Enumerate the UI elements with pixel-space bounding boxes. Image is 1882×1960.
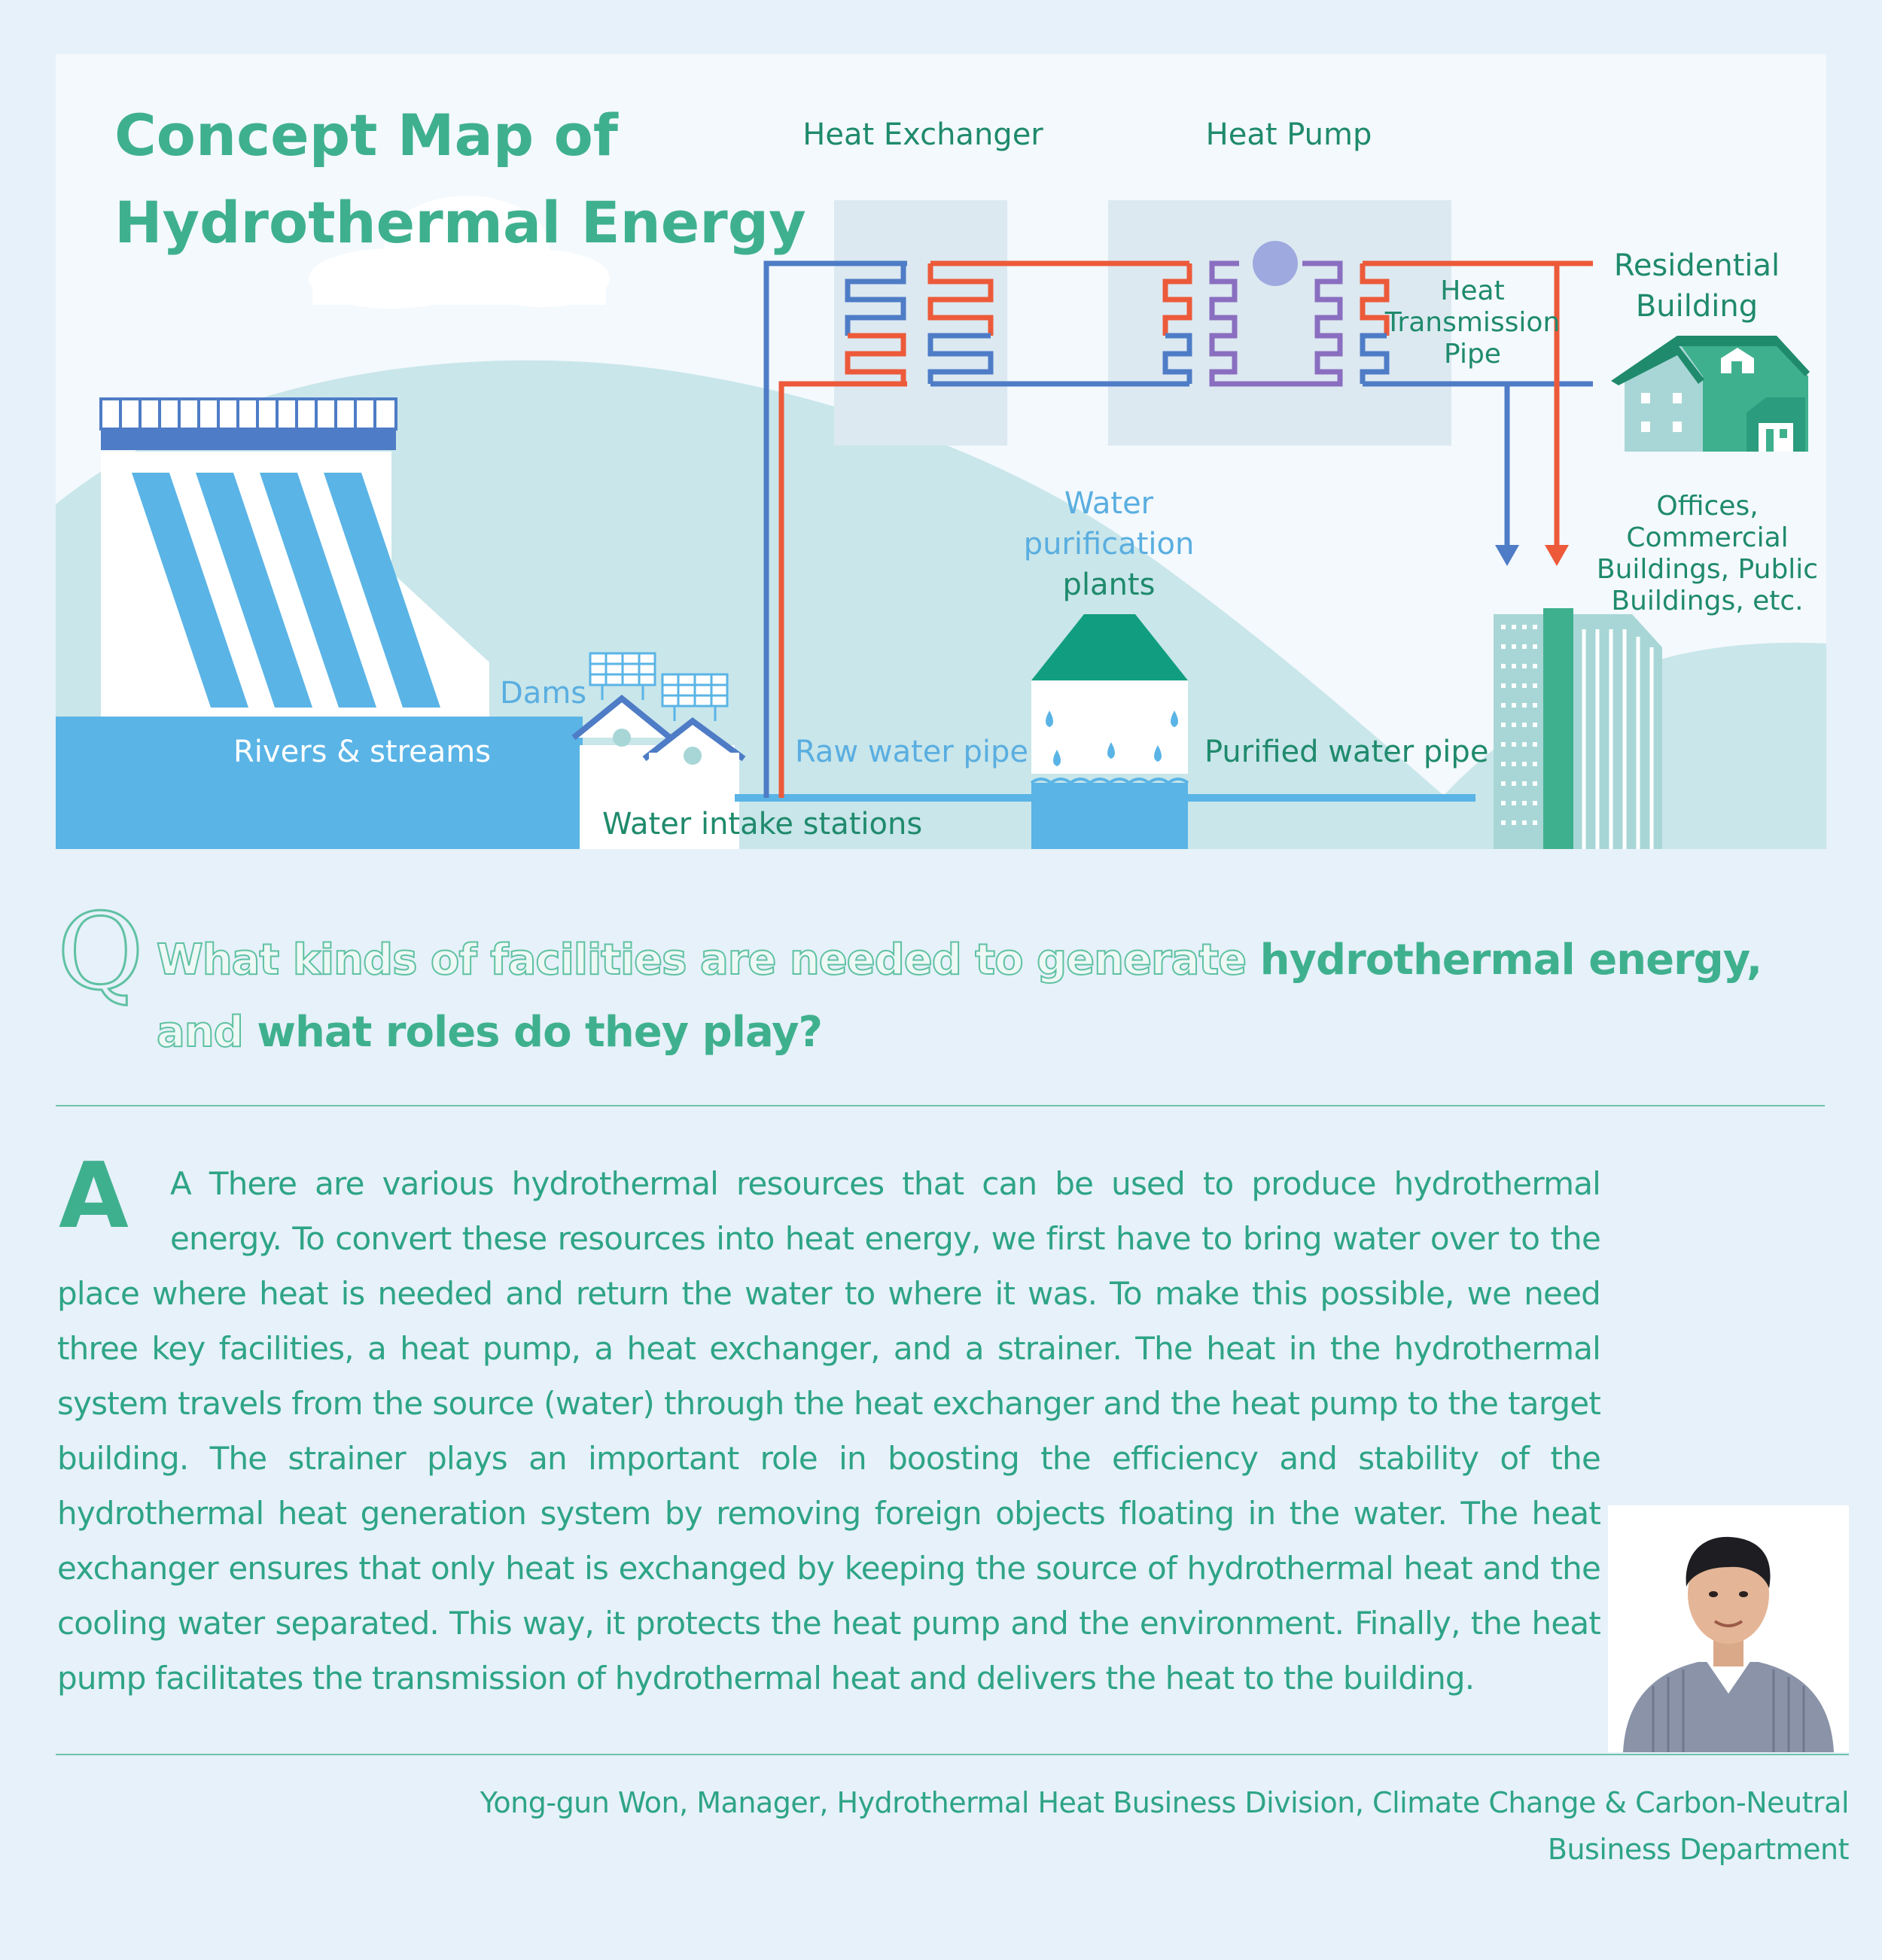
label-raw-pipe: Raw water pipe bbox=[795, 735, 1029, 769]
author-portrait bbox=[1608, 1505, 1849, 1752]
label-offices-line1: Offices, bbox=[1656, 491, 1759, 522]
label-residential-line1: Residential bbox=[1613, 248, 1780, 283]
label-water-line1: Water bbox=[1064, 486, 1154, 521]
label-offices-line3: Buildings, Public bbox=[1596, 554, 1819, 585]
label-offices-line2: Commercial bbox=[1626, 522, 1789, 553]
office-buildings-icon bbox=[1494, 608, 1662, 849]
question-part2: hydrothermal energy, bbox=[1259, 936, 1762, 985]
label-water-line2: purification bbox=[1023, 527, 1195, 562]
label-residential-line2: Building bbox=[1635, 289, 1759, 324]
compressor-icon bbox=[1253, 241, 1298, 286]
answer-text: A There are various hydrothermal resources that can be used to produce hydrothermal energy. To convert these resources into heat energy, we first have to bring water over to the place where heat is needed and return the water to where it was. To make this possible, we need three key facilities, a heat pump, a heat exchanger, and a strainer. The heat in the hydrothermal system travels from the source (water) through the heat exchanger and the heat pump to the target building. The strainer plays an important role in boosting the efficiency and stability of the hydrothermal heat generation system by removing foreign objects floating in the water. The heat exchanger ensures that only heat is exchanged by keeping the source of hydrothermal heat and the cooling water separated. This way, it protects the heat pump and the environment. Finally, the heat pump facilitates the transmission of hydrothermal heat and delivers the heat to the building. bbox=[57, 1165, 1600, 1697]
label-pipe-line1: Heat bbox=[1440, 275, 1505, 306]
label-heat-exchanger: Heat Exchanger bbox=[802, 117, 1043, 152]
label-rivers: Rivers & streams bbox=[233, 735, 492, 769]
question-text bbox=[157, 924, 1843, 1069]
label-offices-line4: Buildings, etc. bbox=[1611, 586, 1804, 616]
diagram-title-line2: Hydrothermal Energy bbox=[114, 189, 806, 256]
author-credit: Yong-gun Won, Manager, Hydrothermal Heat Business Division, Climate Change & Carbon-Neutral Business Department bbox=[480, 1786, 1849, 1866]
drop-cap-space bbox=[57, 1156, 170, 1262]
label-purified-pipe: Purified water pipe bbox=[1204, 735, 1489, 769]
answer-letter: A bbox=[59, 1144, 129, 1249]
label-pipe-line2: Transmission bbox=[1384, 307, 1561, 338]
label-pipe-line3: Pipe bbox=[1444, 339, 1501, 370]
label-heat-pump: Heat Pump bbox=[1205, 117, 1372, 152]
diagram-title-line1: Concept Map of bbox=[114, 102, 618, 169]
answer-paragraph bbox=[57, 1156, 1826, 1788]
divider-top bbox=[56, 1105, 1825, 1106]
label-water-line3: plants bbox=[1062, 568, 1156, 602]
hydrothermal-concept-map bbox=[0, 0, 1882, 858]
heat-exchanger-box bbox=[834, 200, 1007, 446]
divider-bottom bbox=[56, 1754, 1849, 1755]
label-intake: Water intake stations bbox=[602, 807, 923, 842]
question-part1: What kinds of facilities are needed to generate bbox=[157, 936, 1260, 985]
question-part4: what roles do they play? bbox=[257, 1008, 823, 1057]
question-part3: and bbox=[157, 1008, 257, 1057]
question-letter: Q bbox=[57, 891, 144, 1014]
label-dams: Dams bbox=[500, 676, 587, 711]
